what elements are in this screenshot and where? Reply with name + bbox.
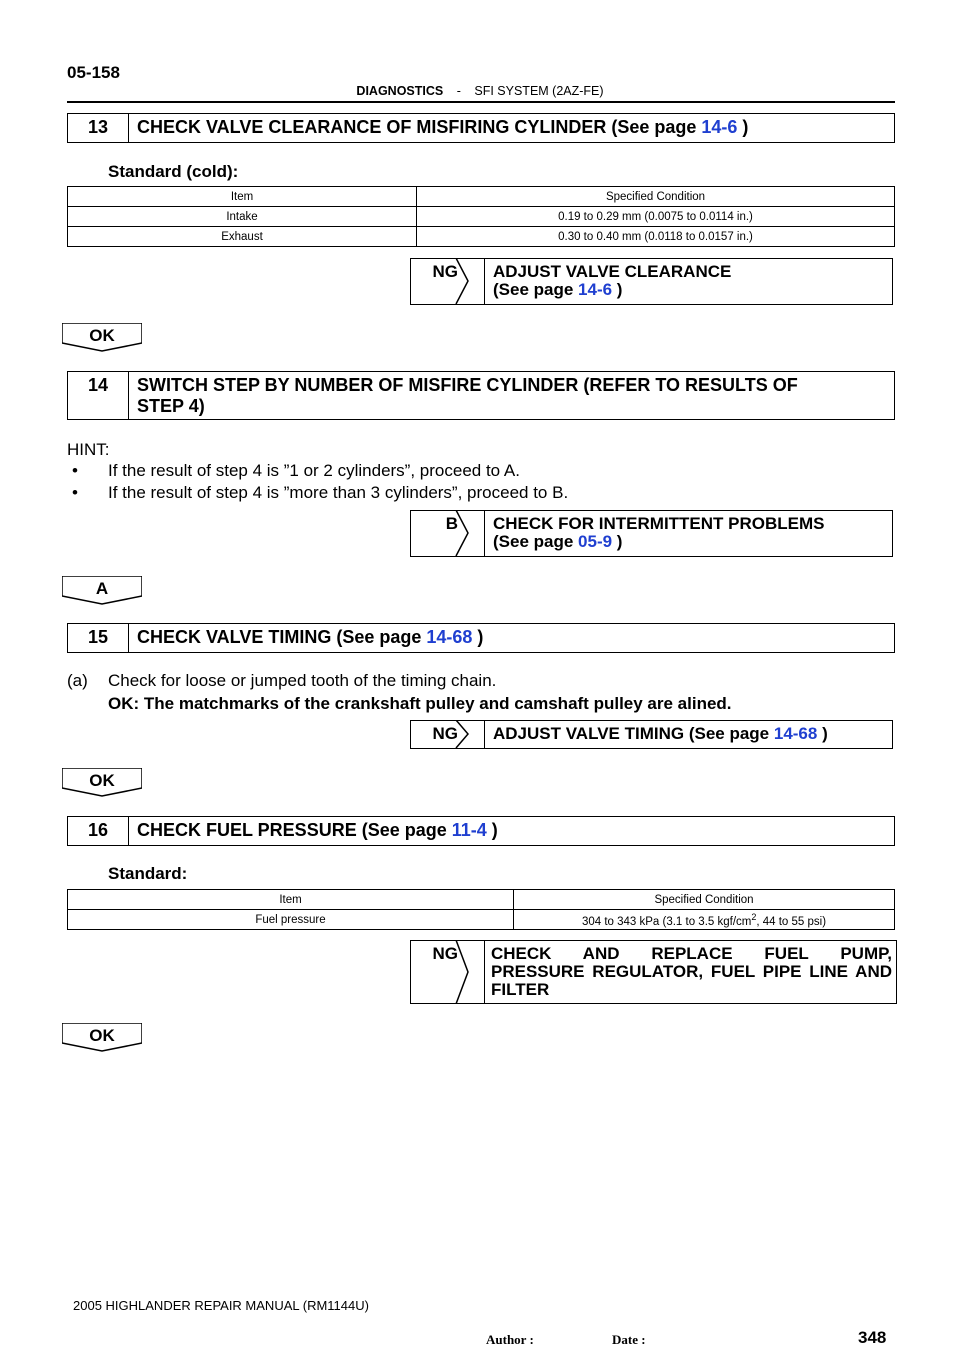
- step-16-number: 16: [68, 817, 129, 845]
- step-14-pass-marker: [62, 576, 142, 604]
- subsection-title: SFI SYSTEM (2AZ-FE): [474, 84, 604, 98]
- step-14-result-end: ): [612, 532, 623, 551]
- result-arrow-icon: [455, 510, 485, 556]
- step-14-result-line2: [493, 533, 892, 551]
- bullet-icon: •: [72, 461, 78, 480]
- step-13-result-page-link[interactable]: 14-6: [578, 280, 613, 299]
- step-13-result-end: ): [612, 280, 623, 299]
- step-15-title-end: ): [472, 627, 484, 647]
- step-13-number: 13: [68, 114, 129, 142]
- table-cell-condition: [514, 910, 895, 930]
- step-16-box: [67, 816, 895, 846]
- step-14-result-line1: CHECK FOR INTERMITTENT PROBLEMS: [493, 514, 825, 533]
- hint-bullet-1: If the result of step 4 is ”1 or 2 cylinders”, proceed to A.: [108, 461, 520, 480]
- step-13-result-line2: [493, 281, 892, 299]
- step-13-title-text: CHECK VALVE CLEARANCE OF MISFIRING CYLINDER (See page: [137, 117, 702, 137]
- table-header-row: [68, 890, 895, 910]
- step-15-result-box: [484, 720, 893, 749]
- table-header-condition: Specified Condition: [417, 187, 895, 207]
- result-arrow-icon: [455, 258, 485, 304]
- step-15-pass-label: OK: [89, 771, 115, 790]
- fuel-pressure-value-end: , 44 to 55 psi): [756, 915, 827, 928]
- result-arrow-icon: [455, 720, 485, 749]
- table-cell-item: Exhaust: [68, 227, 417, 247]
- table-header-item: Item: [68, 187, 417, 207]
- header-rule: [67, 101, 895, 103]
- step-13-result-text: (See page: [493, 280, 579, 299]
- step-16-result-box: [484, 940, 897, 1004]
- hint-bullet-2: If the result of step 4 is ”more than 3 cylinders”, proceed to B.: [108, 483, 569, 502]
- step-13-box: [67, 113, 895, 143]
- result-arrow-icon: [455, 940, 485, 1004]
- step-15-title-text: CHECK VALVE TIMING (See page: [137, 627, 427, 647]
- step-13-page-link[interactable]: 14-6: [701, 117, 738, 137]
- running-header: [0, 84, 960, 98]
- step-15-item-text: Check for loose or jumped tooth of the timing chain.: [108, 671, 497, 690]
- step-13-result-line1: ADJUST VALVE CLEARANCE: [493, 262, 732, 281]
- step-13-pass-marker: [62, 323, 142, 351]
- hint-label: HINT:: [67, 440, 110, 459]
- step-13-result-box: [484, 258, 893, 305]
- step-16-pass-label: OK: [89, 1026, 115, 1045]
- table-header-condition: Specified Condition: [514, 890, 895, 910]
- step-15-ok-text: OK: The matchmarks of the crankshaft pulley and camshaft pulley are alined.: [108, 694, 732, 713]
- step-13-title: [129, 114, 756, 142]
- footer-page-number: 348: [858, 1328, 887, 1347]
- manual-title: 2005 HIGHLANDER REPAIR MANUAL (RM1144U): [73, 1298, 369, 1313]
- step-15-number: 15: [68, 624, 129, 652]
- step-16-title: [129, 817, 506, 845]
- table-cell-condition: 0.19 to 0.29 mm (0.0075 to 0.0114 in.): [417, 207, 895, 227]
- fuel-pressure-value: 304 to 343 kPa (3.1 to 3.5 kgf/cm: [581, 915, 752, 928]
- table-row: [68, 227, 895, 247]
- date-label: Date :: [612, 1332, 646, 1347]
- step-15-result-text: ADJUST VALVE TIMING (See page: [493, 724, 774, 743]
- step-14-result-page-link[interactable]: 05-9: [578, 532, 613, 551]
- header-separator: -: [456, 84, 461, 98]
- author-label: Author :: [486, 1332, 534, 1347]
- step-14-title: [129, 372, 806, 419]
- step-15-page-link[interactable]: 14-68: [426, 627, 473, 647]
- step-16-result-line2: PRESSURE REGULATOR, FUEL PIPE LINE AND: [491, 962, 892, 981]
- step-13-pass-label: OK: [89, 326, 115, 345]
- step-16-result-line3: FILTER: [491, 980, 550, 999]
- step-14-result-tag: B: [445, 514, 458, 533]
- section-title: DIAGNOSTICS: [356, 84, 444, 98]
- step-14-title-line1: SWITCH STEP BY NUMBER OF MISFIRE CYLINDER (REFER TO RESULTS OF: [137, 375, 798, 395]
- superscript: 2: [751, 911, 757, 922]
- step-13-spec-table: [67, 186, 895, 247]
- step-15-pass-marker: [62, 768, 142, 796]
- step-16-page-link[interactable]: 11-4: [451, 820, 487, 840]
- step-14-pass-label: A: [95, 579, 109, 598]
- step-13-standard-label: Standard (cold):: [108, 162, 239, 181]
- step-16-result-line1: CHECK AND REPLACE FUEL PUMP,: [491, 944, 892, 963]
- step-14-title-line2: STEP 4): [137, 396, 205, 416]
- table-row: [68, 910, 895, 930]
- step-15-box: [67, 623, 895, 653]
- table-row: [68, 207, 895, 227]
- table-header-item: Item: [68, 890, 514, 910]
- table-header-row: [68, 187, 895, 207]
- step-13-title-end: ): [737, 117, 749, 137]
- table-cell-condition: 0.30 to 0.40 mm (0.0118 to 0.0157 in.): [417, 227, 895, 247]
- step-14-result-box: [484, 510, 893, 557]
- step-15-item-marker: (a): [67, 671, 88, 690]
- step-16-standard-label: Standard:: [108, 864, 188, 883]
- step-15-result-tag: NG: [432, 724, 458, 743]
- step-16-spec-table: [67, 889, 895, 930]
- step-16-title-text: CHECK FUEL PRESSURE (See page: [137, 820, 452, 840]
- table-cell-item: Intake: [68, 207, 417, 227]
- step-16-title-end: ): [486, 820, 498, 840]
- table-cell-item: Fuel pressure: [68, 910, 514, 930]
- step-16-pass-marker: [62, 1023, 142, 1051]
- step-14-result-text: (See page: [493, 532, 579, 551]
- step-15-title: [129, 624, 491, 652]
- step-13-result-tag: NG: [432, 262, 458, 281]
- step-15-result-page-link[interactable]: 14-68: [773, 724, 818, 743]
- step-14-number: 14: [68, 372, 129, 419]
- step-16-result-tag: NG: [432, 944, 458, 963]
- step-14-box: [67, 371, 895, 420]
- bullet-icon: •: [72, 483, 78, 502]
- step-15-result-end: ): [817, 724, 828, 743]
- page-number: 05-158: [67, 63, 120, 82]
